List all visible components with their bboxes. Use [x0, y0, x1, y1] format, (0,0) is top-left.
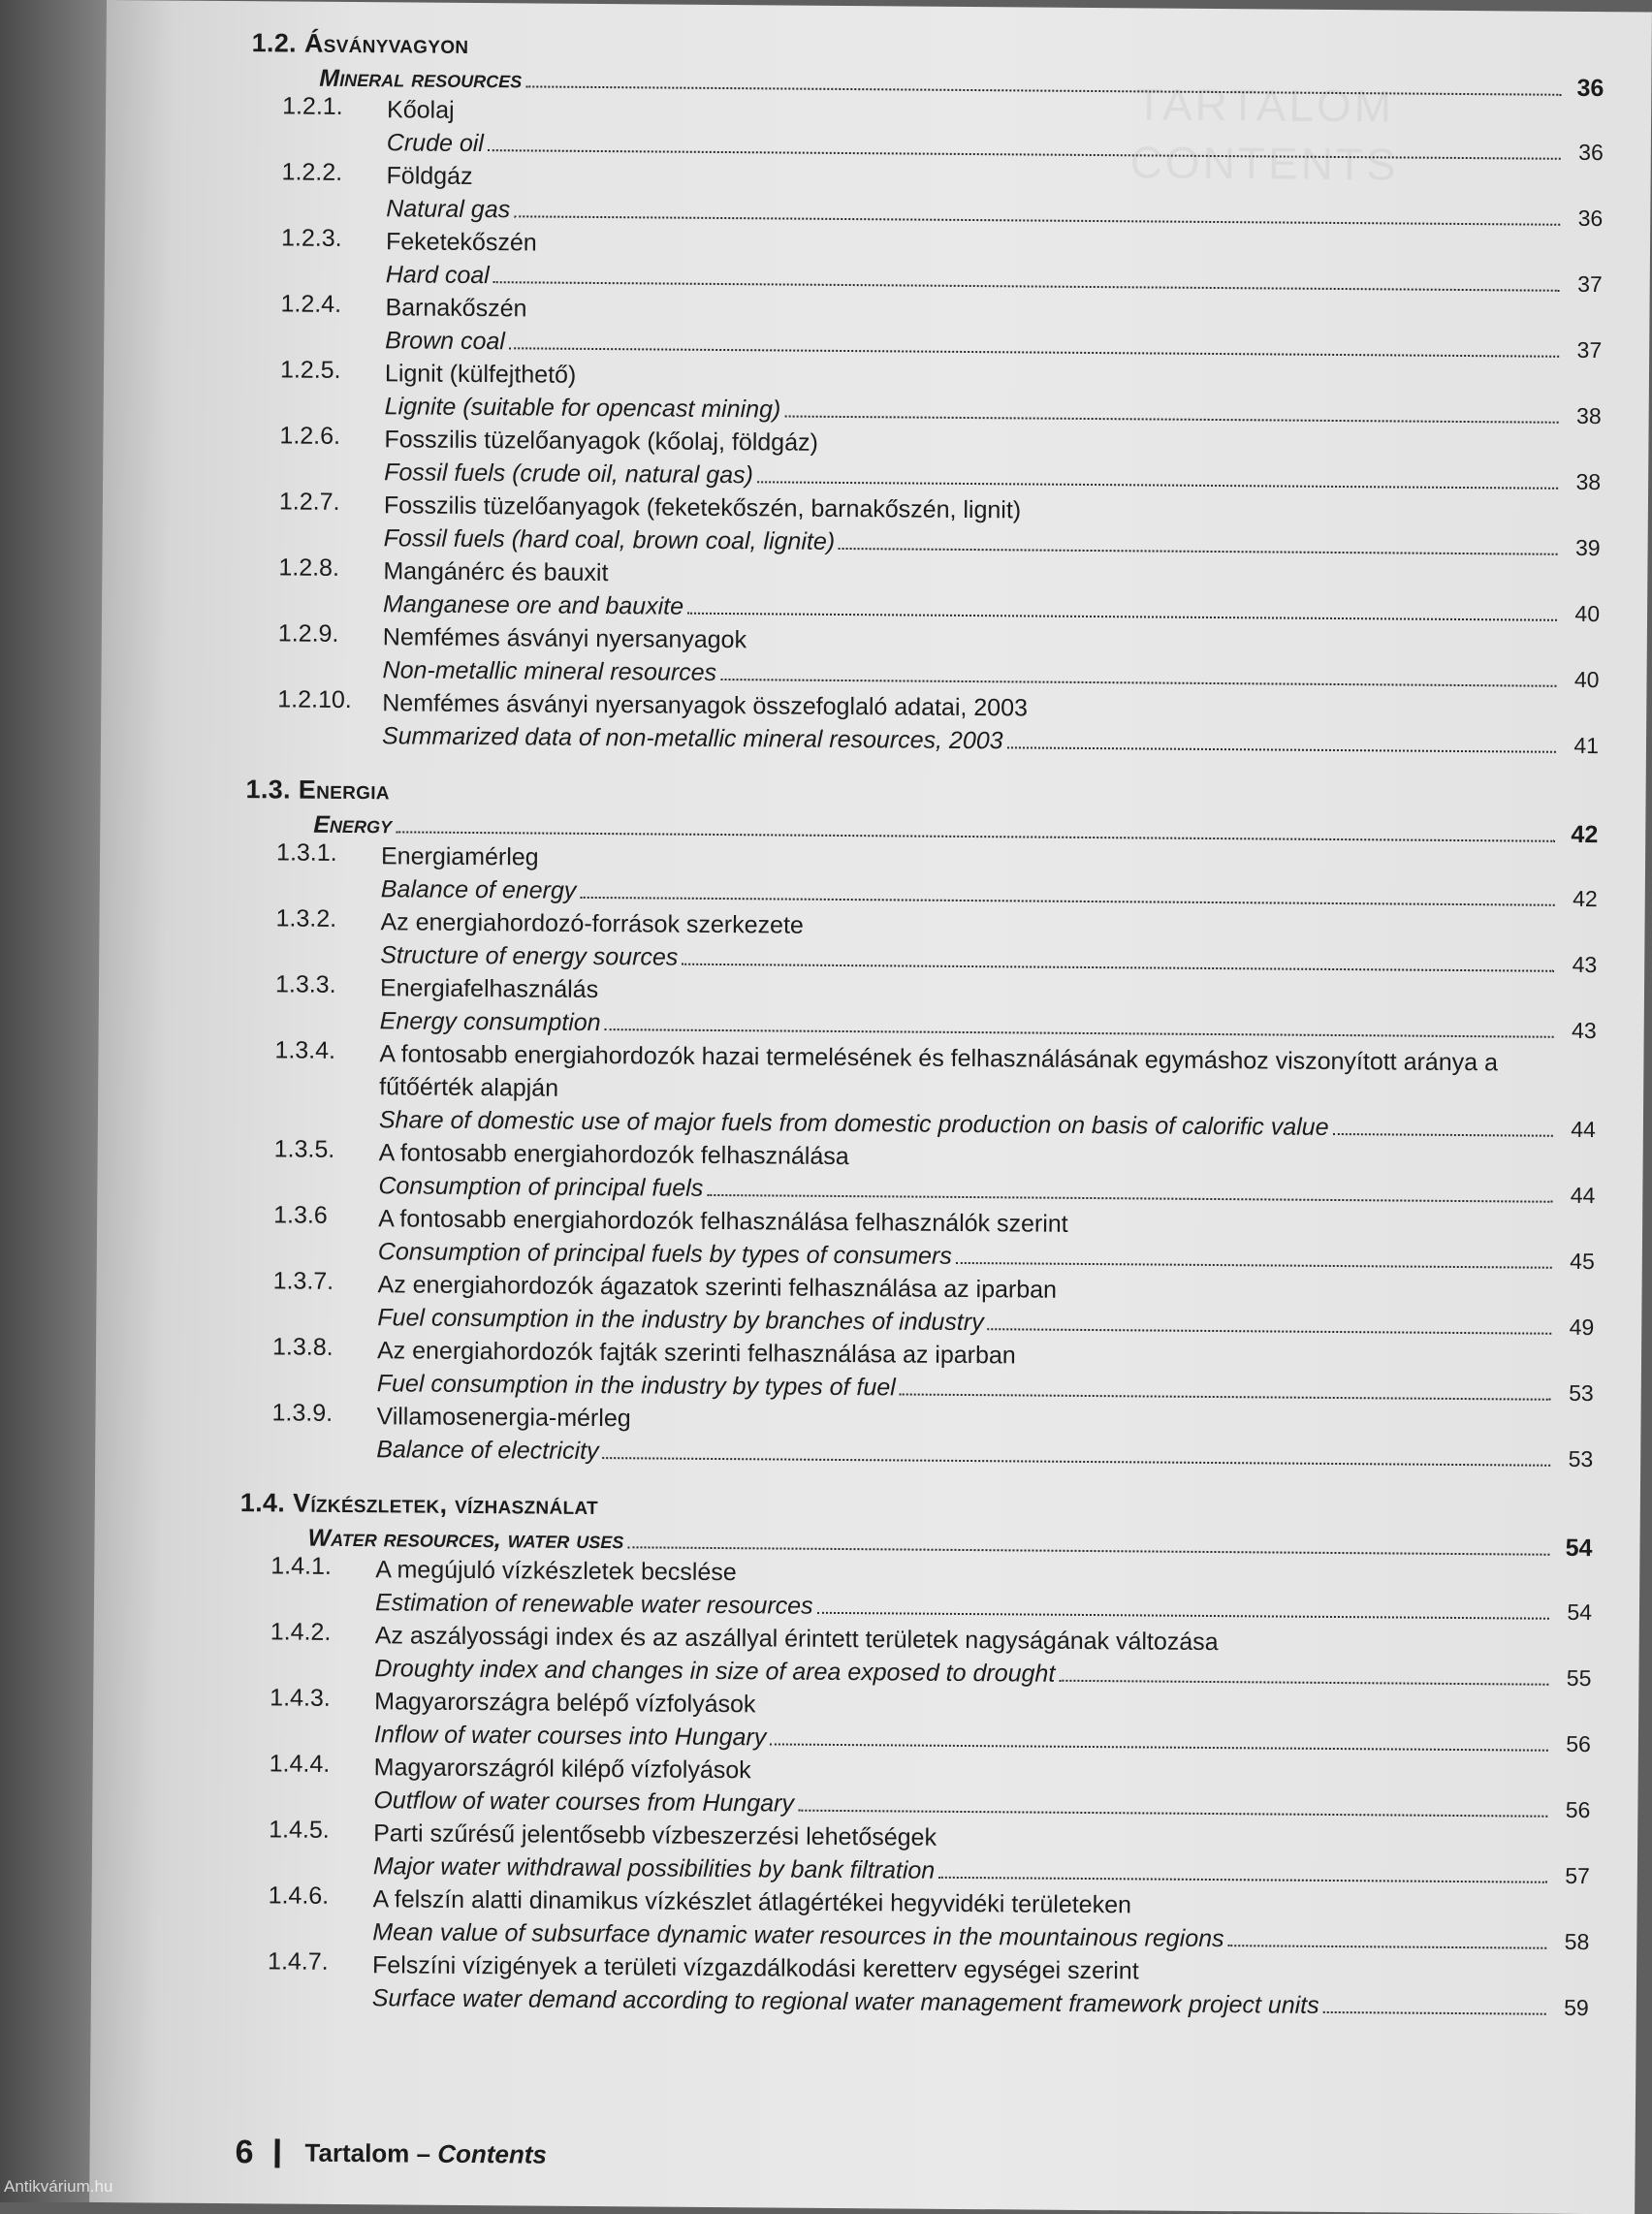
entry-title-en: Balance of energy	[380, 875, 577, 904]
entry-title-en: Consumption of principal fuels	[378, 1172, 704, 1202]
section-title-hu-text: Ásványvagyon	[303, 28, 469, 59]
entry-title-hu: Energiamérleg	[380, 842, 539, 871]
toc-entry	[237, 1882, 1589, 1958]
entry-page-number: 36	[1577, 205, 1604, 232]
toc-section	[246, 28, 1604, 762]
entry-title-hu: Barnakőszén	[385, 294, 527, 323]
entry-title-en: Surface water demand according to regional water management framework project units	[371, 1984, 1319, 2019]
entry-body	[375, 1553, 1592, 1629]
entry-title-en: Fuel consumption in the industry by branches of industry	[377, 1304, 984, 1337]
entry-title-hu: Lignit (külfejthető)	[384, 360, 577, 389]
entry-title-en: Fossil fuels (hard coal, brown coal, lignite)	[383, 524, 836, 555]
entry-title-hu: Nemfémes ásványi nyersanyagok összefoglaló adatai, 2003	[382, 689, 1029, 722]
entry-body	[374, 1619, 1591, 1694]
dot-leader	[817, 1612, 1549, 1620]
entry-body	[374, 1685, 1591, 1760]
toc-entry	[242, 1201, 1595, 1278]
entry-body	[386, 159, 1603, 235]
dot-leader	[602, 1457, 1550, 1467]
entry-number: 1.2.10.	[277, 685, 352, 714]
entry-title-hu: Az energiahordozók ágazatok szerinti felhasználása az iparban	[377, 1271, 1058, 1304]
entry-title-hu: Magyarországra belépő vízfolyások	[374, 1688, 756, 1719]
section-page-number: 36	[1576, 74, 1604, 103]
toc-entry	[249, 356, 1602, 432]
entry-title-hu: A felszín alatti dinamikus vízkészlet átlagértékei hegyvidéki területeken	[372, 1885, 1132, 1919]
toc-entry	[237, 1947, 1589, 2024]
entry-page-number: 58	[1564, 1928, 1590, 1955]
entry-body	[380, 971, 1597, 1047]
entry-number: 1.2.5.	[279, 356, 341, 384]
entry-page-number: 43	[1572, 951, 1598, 978]
entry-body	[386, 225, 1603, 300]
book-page	[89, 0, 1652, 2214]
section-page-number: 54	[1565, 1534, 1593, 1563]
entry-title-en: Hard coal	[385, 261, 490, 290]
section-title-hu	[252, 28, 469, 60]
dot-leader	[784, 416, 1558, 424]
footer-title	[304, 2138, 547, 2170]
dot-leader	[770, 1743, 1548, 1751]
entry-number: 1.4.5.	[269, 1816, 330, 1844]
show-through-line-1: TARTALOM	[1135, 79, 1395, 132]
dot-leader	[525, 85, 1561, 95]
dot-leader	[682, 964, 1554, 972]
entry-page-number: 37	[1577, 270, 1603, 298]
entry-number: 1.3.2.	[275, 904, 337, 933]
toc-entry	[250, 158, 1603, 235]
entry-title-en: Manganese ore and bauxite	[383, 590, 684, 620]
entry-title-hu: Magyarországról kilépő vízfolyások	[373, 1754, 751, 1785]
entry-page-number: 45	[1570, 1248, 1595, 1275]
toc-entry	[249, 290, 1602, 366]
entry-page-number: 43	[1572, 1017, 1597, 1044]
toc-entry	[241, 1333, 1594, 1409]
entry-title-en: Non-metallic mineral resources	[382, 656, 717, 686]
toc-entry	[238, 1618, 1591, 1694]
entry-body	[377, 1334, 1594, 1409]
entry-title-hu: A fontosabb energiahordozók hazai termelésének és felhasználásának egymáshoz viszonyított aránya a fűtőérték alapján	[379, 1040, 1499, 1102]
entry-page-number: 55	[1566, 1664, 1592, 1692]
section-title-hu	[245, 775, 390, 806]
dot-leader	[1007, 746, 1556, 752]
toc-section	[237, 1488, 1593, 2024]
entry-page-number: 44	[1571, 1116, 1596, 1143]
dot-leader	[1332, 1133, 1552, 1137]
entry-number: 1.4.6.	[268, 1882, 330, 1910]
toc-entry	[238, 1684, 1591, 1760]
toc-entry	[246, 685, 1599, 762]
entry-number: 1.2.1.	[282, 92, 343, 120]
entry-title-hu: Felszíni vízigények a területi vízgazdálkodási keretterv egységei szerint	[371, 1951, 1139, 1985]
entry-title-hu: Nemfémes ásványi nyersanyagok	[382, 623, 747, 654]
entry-page-number: 38	[1575, 468, 1602, 495]
toc-section	[240, 775, 1599, 1475]
entry-page-number: 53	[1569, 1379, 1594, 1407]
entry-page-number: 37	[1576, 336, 1603, 364]
toc-entry	[244, 970, 1597, 1047]
entry-title-en: Crude oil	[386, 129, 485, 158]
entry-title-en: Lignite (suitable for opencast mining)	[384, 393, 781, 424]
entry-page-number: 54	[1567, 1598, 1593, 1626]
dot-leader	[839, 548, 1558, 555]
page-footer	[235, 2134, 547, 2174]
section-title-en: Mineral resources	[319, 64, 523, 94]
entry-number: 1.3.9.	[271, 1399, 334, 1427]
entry-title-en: Estimation of renewable water resources	[374, 1589, 813, 1620]
entry-body	[378, 1136, 1595, 1212]
entry-title-en: Fossil fuels (crude oil, natural gas)	[384, 459, 753, 490]
entry-number: 1.2.7.	[278, 488, 340, 516]
dot-leader	[757, 481, 1558, 489]
entry-number: 1.3.3.	[274, 970, 336, 998]
entry-title-hu: A megújuló vízkészletek becslése	[375, 1556, 737, 1587]
entry-number: 1.2.8.	[278, 554, 340, 582]
toc-entry	[245, 838, 1598, 915]
entry-body	[387, 93, 1604, 169]
toc-entry	[246, 619, 1599, 696]
section-heading	[245, 775, 1598, 849]
dot-leader	[900, 1393, 1551, 1400]
entry-title-en: Energy consumption	[379, 1007, 601, 1037]
entry-body	[384, 423, 1601, 498]
toc-entry	[238, 1816, 1590, 1892]
entry-title-hu: Az aszályossági index és az aszállyal érintett területek nagyságának változása	[374, 1622, 1219, 1657]
entry-page-number: 56	[1565, 1796, 1591, 1823]
entry-body	[372, 1882, 1589, 1958]
entry-body	[373, 1751, 1590, 1826]
entry-body	[385, 357, 1602, 432]
footer-divider	[274, 2138, 279, 2167]
entry-title-hu: Az energiahordozó-források szerkezete	[380, 908, 804, 939]
table-of-contents	[237, 28, 1604, 2047]
entry-page-number: 38	[1575, 402, 1602, 429]
entry-title-en: Natural gas	[386, 195, 511, 224]
toc-entry	[247, 554, 1600, 630]
toc-entry	[238, 1750, 1590, 1826]
entry-title-en: Major water withdrawal possibilities by bank filtration	[372, 1852, 936, 1884]
footer-title-en: Contents	[437, 2138, 548, 2169]
toc-entry	[250, 224, 1603, 300]
toc-entry	[239, 1552, 1592, 1629]
entry-page-number: 40	[1574, 600, 1601, 627]
entry-number: 1.2.9.	[277, 619, 339, 648]
entry-title-en: Mean value of subsurface dynamic water resources in the mountainous regions	[372, 1918, 1224, 1953]
dot-leader	[514, 215, 1560, 225]
toc-entry	[242, 1135, 1595, 1212]
toc-entry	[248, 422, 1601, 498]
section-title-en: Water resources, water uses	[307, 1524, 624, 1555]
entry-page-number: 56	[1566, 1730, 1592, 1757]
section-number: 1.2.	[251, 28, 298, 58]
entry-number: 1.2.6.	[279, 422, 341, 450]
dot-leader	[687, 613, 1557, 621]
entry-number: 1.2.2.	[281, 158, 343, 186]
section-title-hu-text: Vízkészletek, vízhasználat	[292, 1488, 599, 1521]
entry-number: 1.3.8.	[271, 1333, 334, 1361]
section-title-en: Energy	[313, 810, 393, 839]
entry-page-number: 40	[1573, 666, 1600, 693]
entry-body	[379, 1037, 1597, 1146]
entry-number: 1.3.6	[273, 1201, 328, 1229]
dot-leader	[509, 347, 1559, 358]
entry-title-hu: A fontosabb energiahordozók felhasználása felhasználók szerint	[378, 1205, 1068, 1238]
toc-entry	[243, 1036, 1597, 1146]
entry-number: 1.3.7.	[272, 1267, 334, 1295]
watermark: Antikvárium.hu	[4, 2177, 113, 2196]
section-title-hu-text: Energia	[298, 775, 390, 806]
entry-number: 1.4.1.	[270, 1552, 332, 1580]
entry-number: 1.2.3.	[280, 224, 342, 252]
entry-title-en: Balance of electricity	[376, 1436, 599, 1466]
entry-body	[377, 1268, 1594, 1344]
entry-title-en: Consumption of principal fuels by types of consumers	[377, 1238, 952, 1270]
entry-title-en: Structure of energy sources	[380, 941, 679, 971]
dot-leader	[1059, 1680, 1548, 1686]
entry-body	[384, 489, 1601, 564]
entry-title-en: Outflow of water courses from Hungary	[373, 1787, 795, 1818]
entry-title-hu: Fosszilis tüzelőanyagok (kőolaj, földgáz)	[384, 426, 818, 457]
entry-title-en: Share of domestic use of major fuels from domestic production on basis of calorific value	[378, 1106, 1329, 1141]
toc-entry	[240, 1399, 1593, 1475]
entry-body	[378, 1202, 1595, 1278]
dot-leader	[798, 1810, 1547, 1818]
footer-separator: –	[416, 2138, 431, 2168]
entry-title-hu: Mangánérc és bauxit	[383, 557, 609, 587]
entry-body	[373, 1817, 1590, 1892]
entry-page-number: 44	[1570, 1182, 1596, 1209]
entry-number: 1.4.2.	[270, 1618, 332, 1646]
section-title-hu	[240, 1488, 598, 1521]
dot-leader	[605, 1028, 1554, 1038]
entry-title-hu: Fosszilis tüzelőanyagok (feketekőszén, barnakőszén, lignit)	[383, 491, 1022, 524]
entry-title-hu: Földgáz	[386, 162, 473, 190]
entry-page-number: 59	[1564, 1994, 1589, 2021]
entry-body	[383, 554, 1600, 630]
entry-body	[382, 620, 1599, 696]
entry-title-hu: Az energiahordozók fajták szerinti felhasználása az iparban	[376, 1337, 1016, 1370]
entry-title-en: Inflow of water courses into Hungary	[373, 1721, 767, 1752]
entry-title-en: Fuel consumption in the industry by types of fuel	[376, 1370, 896, 1402]
toc-entry	[248, 488, 1601, 564]
dot-leader	[488, 149, 1561, 160]
section-number: 1.3.	[245, 775, 291, 805]
section-heading	[251, 28, 1604, 103]
toc-entry	[241, 1267, 1594, 1344]
entry-title-hu: Feketekőszén	[385, 228, 537, 257]
entry-number: 1.3.4.	[274, 1036, 336, 1064]
entry-title-hu: A fontosabb energiahordozók felhasználása	[378, 1139, 849, 1171]
dot-leader	[707, 1194, 1552, 1203]
dot-leader	[956, 1262, 1552, 1269]
entry-title-hu: Energiafelhasználás	[379, 974, 599, 1004]
entry-page-number: 53	[1568, 1445, 1594, 1472]
section-heading	[239, 1488, 1592, 1563]
entry-title-en: Summarized data of non-metallic mineral resources, 2003	[381, 722, 1003, 755]
entry-body	[382, 686, 1599, 762]
footer-page-number: 6	[235, 2134, 254, 2171]
entry-number: 1.4.7.	[268, 1947, 329, 1976]
entry-page-number: 36	[1578, 139, 1604, 166]
section-number: 1.4.	[239, 1488, 286, 1518]
entry-page-number: 41	[1573, 732, 1600, 759]
entry-body	[381, 839, 1598, 915]
entry-number: 1.2.4.	[280, 290, 342, 318]
entry-title-en: Droughty index and changes in size of area exposed to drought	[374, 1655, 1056, 1688]
footer-title-hu: Tartalom	[304, 2137, 410, 2168]
entry-body	[376, 1400, 1593, 1475]
entry-title-hu: Villamosenergia-mérleg	[376, 1403, 631, 1433]
entry-number: 1.3.5.	[273, 1135, 335, 1163]
entry-page-number: 39	[1574, 534, 1601, 561]
entry-body	[372, 1948, 1589, 2024]
toc-entry	[251, 92, 1604, 169]
dot-leader	[720, 679, 1556, 687]
entry-page-number: 49	[1569, 1313, 1595, 1341]
show-through-line-2: CONTENTS	[1129, 137, 1399, 190]
dot-leader	[938, 1877, 1547, 1883]
entry-page-number: 42	[1573, 885, 1598, 912]
dot-leader	[627, 1546, 1549, 1555]
entry-title-hu: Kőolaj	[387, 96, 455, 124]
dot-leader	[580, 897, 1554, 906]
dot-leader	[1323, 2011, 1546, 2015]
dot-leader	[988, 1328, 1552, 1335]
section-page-number: 42	[1571, 820, 1599, 849]
entry-body	[380, 905, 1597, 981]
dot-leader	[493, 281, 1560, 292]
toc-entry	[244, 904, 1597, 981]
entry-number: 1.3.1.	[275, 838, 337, 867]
dot-leader	[1228, 1945, 1547, 1949]
entry-page-number: 57	[1565, 1862, 1590, 1889]
entry-title-hu: Parti szűrésű jelentősebb vízbeszerzési lehetőségek	[373, 1819, 937, 1851]
entry-number: 1.4.3.	[270, 1684, 331, 1712]
entry-title-en: Brown coal	[385, 327, 506, 356]
entry-body	[385, 291, 1602, 366]
entry-number: 1.4.4.	[269, 1750, 331, 1778]
